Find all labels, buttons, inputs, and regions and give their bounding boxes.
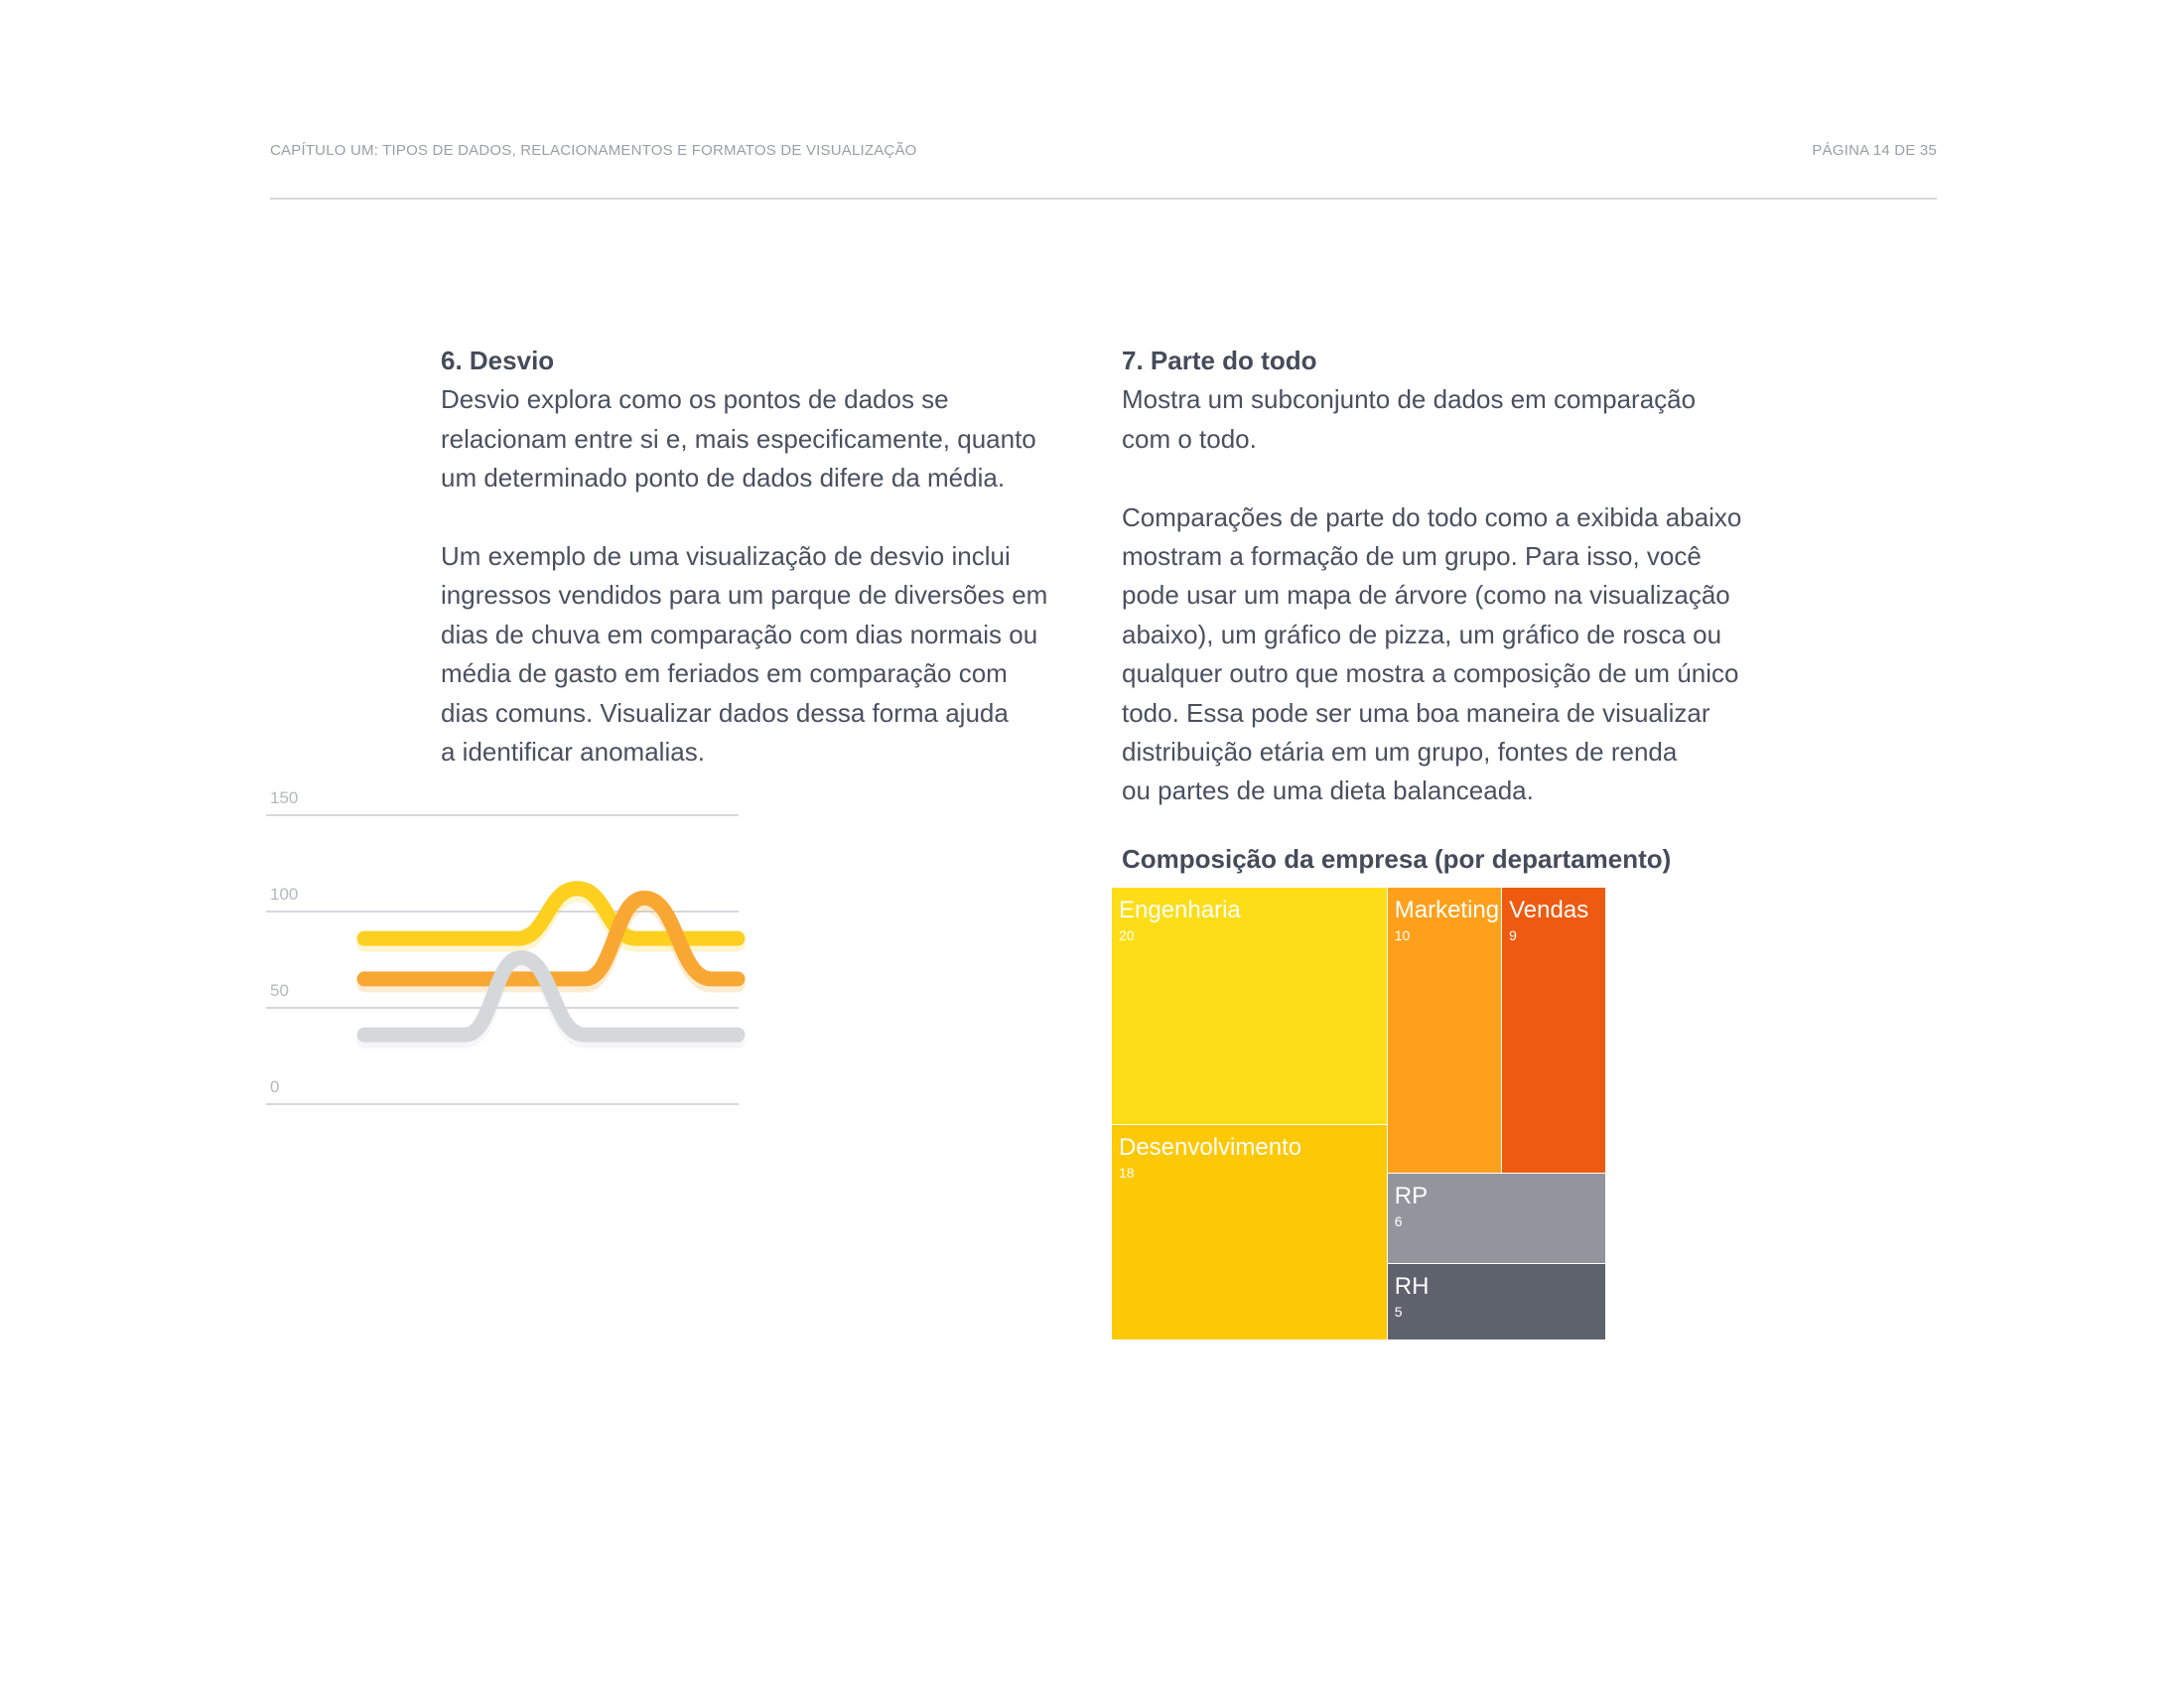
treemap-value: 10 [1394, 927, 1411, 943]
text-line: ingressos vendidos para um parque de diversões em [441, 580, 1048, 611]
department-treemap [1112, 888, 1605, 1339]
y-tick-label: 150 [270, 788, 299, 807]
treemap-value: 9 [1509, 927, 1517, 943]
treemap-cell-marketing [1388, 888, 1502, 1174]
y-tick-label: 0 [270, 1077, 280, 1096]
treemap-label: Marketing [1394, 897, 1500, 923]
section-part-to-whole [1122, 342, 1741, 811]
treemap-cell-rp [1388, 1174, 1605, 1264]
text-line: dias comuns. Visualizar dados dessa forma ajuda [441, 697, 1009, 728]
text-line: Comparações de parte do todo como a exibida abaixo [1122, 501, 1742, 532]
text-line: Desvio explora como os pontos de dados se [441, 384, 949, 415]
text-line: ou partes de uma dieta balanceada. [1122, 775, 1534, 806]
y-tick-label: 50 [270, 981, 289, 1000]
section-heading: 6. Desvio [441, 346, 555, 375]
text-line: pode usar um mapa de árvore (como na visualização [1122, 580, 1730, 611]
chapter-header: CAPÍTULO UM: TIPOS DE DADOS, RELACIONAMENTOS E FORMATOS DE VISUALIZAÇÃO [270, 142, 917, 159]
text-line: Um exemplo de uma visualização de desvio inclui [441, 541, 1011, 572]
treemap-cell-engenharia [1112, 888, 1388, 1125]
deviation-line-chart [258, 774, 754, 1122]
text-line: qualquer outro que mostra a composição de um único [1122, 658, 1739, 689]
text-line: dias de chuva em comparação com dias normais ou [441, 619, 1038, 649]
text-line: mostram a formação de um grupo. Para isso, você [1122, 541, 1702, 572]
treemap-label: Desenvolvimento [1119, 1134, 1302, 1162]
text-line: média de gasto em feriados em comparação com [441, 658, 1008, 689]
page-number: PÁGINA 14 DE 35 [1812, 142, 1937, 159]
text-line: distribuição etária em um grupo, fontes de renda [1122, 737, 1678, 768]
text-line: Mostra um subconjunto de dados em comparação [1122, 384, 1697, 415]
text-line: com o todo. [1122, 423, 1257, 454]
text-line: todo. Essa pode ser uma boa maneira de visualizar [1122, 697, 1710, 728]
text-line: abaixo), um gráfico de pizza, um gráfico de rosca ou [1122, 619, 1722, 649]
treemap-cell-desenvolvimento [1112, 1125, 1388, 1339]
treemap-label: Engenharia [1119, 897, 1241, 923]
treemap-value: 5 [1394, 1304, 1403, 1321]
treemap-value: 6 [1394, 1213, 1403, 1230]
treemap-value: 18 [1119, 1165, 1135, 1182]
treemap-cell-vendas [1502, 888, 1605, 1174]
section-heading: 7. Parte do todo [1122, 346, 1317, 375]
treemap-value: 20 [1119, 927, 1135, 943]
text-line: relacionam entre si e, mais especificamente, quanto [441, 423, 1036, 454]
header-divider [270, 198, 1937, 200]
treemap-label: Vendas [1509, 897, 1589, 923]
text-line: a identificar anomalias. [441, 737, 705, 768]
treemap-cell-rh [1388, 1264, 1605, 1339]
y-tick-label: 100 [270, 885, 299, 904]
treemap-label: RH [1394, 1273, 1430, 1301]
treemap-title: Composição da empresa (por departamento) [1122, 844, 1672, 874]
treemap-label: RP [1394, 1183, 1429, 1210]
section-deviation [441, 342, 1047, 772]
text-line: um determinado ponto de dados difere da média. [441, 463, 1006, 493]
